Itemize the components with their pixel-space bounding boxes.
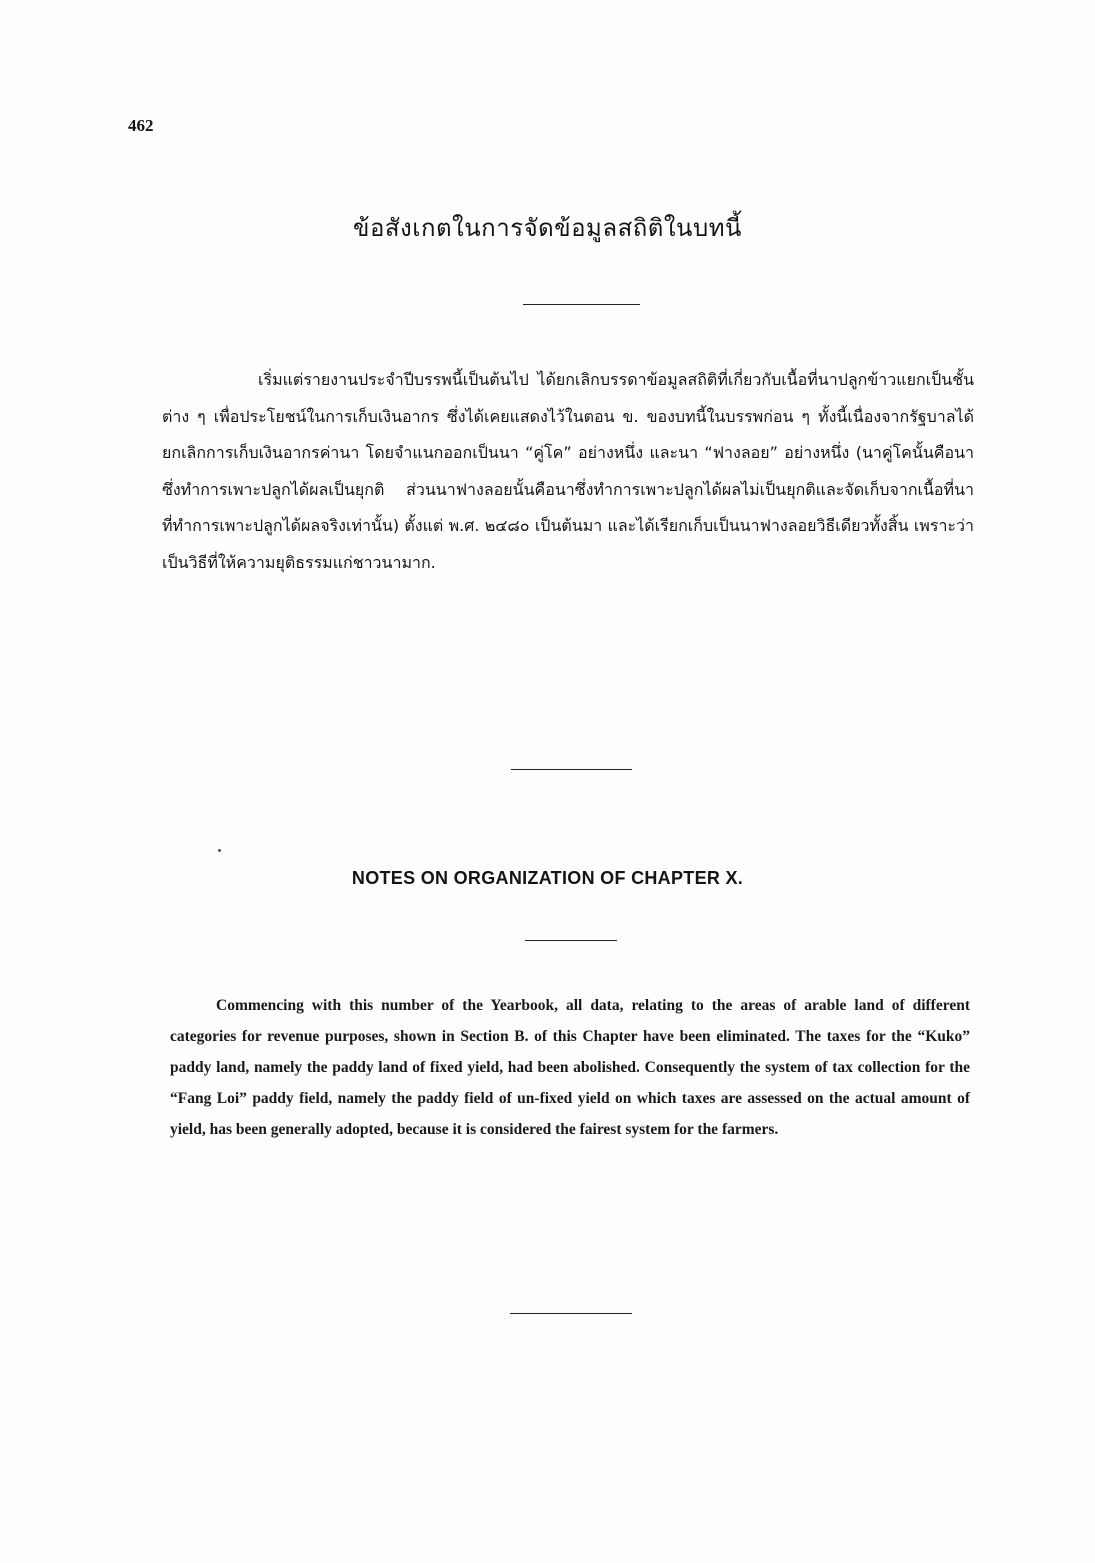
scan-speck bbox=[218, 849, 221, 852]
thai-title: ข้อสังเกตในการจัดข้อมูลสถิติในบทนี้ bbox=[353, 214, 742, 242]
thai-paragraph: เริ่มแต่รายงานประจำปีบรรพนี้เป็นต้นไป ได้ยกเลิกบรรดาข้อมูลสถิติที่เกี่ยวกับเนื้อที่นาปลูกข้าวแยกเป็นชั้นต่าง ๆ เพื่อประโยชน์ในการเก็บเงินอากร ซึ่งได้เคยแสดงไว้ในตอน ข. ของบทนี้ในบรรพก่อน ๆ ทั้งนี้เนื่องจากรัฐบาลได้ยกเลิกการเก็บเงินอากรค่านา โดยจำแนกออกเป็นนา “คู่โค” อย่างหนึ่ง และนา “ฟางลอย” อย่างหนึ่ง (นาคู่โคนั้นคือนาซึ่งทำการเพาะปลูกได้ผลเป็นยุกติ ส่วนนาฟางลอยนั้นคือนาซึ่งทำการเพาะปลูกได้ผลไม่เป็นยุกติและจัดเก็บจากเนื้อที่นาที่ทำการเพาะปลูกได้ผลจริงเท่านั้น) ตั้งแต่ พ.ศ. ๒๔๘๐ เป็นต้นมา และได้เรียกเก็บเป็นนาฟางลอยวิธีเดียวทั้งสิ้น เพราะว่าเป็นวิธีที่ให้ความยุติธรรมแก่ชาวนามาก. bbox=[162, 370, 974, 572]
page-number: 462 bbox=[128, 116, 154, 135]
divider-rule bbox=[510, 1313, 632, 1314]
divider-rule bbox=[511, 769, 632, 770]
english-heading: NOTES ON ORGANIZATION OF CHAPTER X. bbox=[351, 868, 744, 888]
english-paragraph: Commencing with this number of the Yearbook, all data, relating to the areas of arable land of different categories for revenue purposes, shown in Section B. of this Chapter have been eliminated. The taxes for the “Kuko” paddy land, namely the paddy land of fixed yield, had been abolished. Consequently the system of tax collection for the “Fang Loi” paddy field, namely the paddy field of un-fixed yield on which taxes are assessed on the actual amount of yield, has been generally adopted, because it is considered the fairest system for the farmers. bbox=[170, 997, 970, 1138]
divider-rule bbox=[525, 940, 617, 941]
divider-rule bbox=[523, 304, 640, 305]
